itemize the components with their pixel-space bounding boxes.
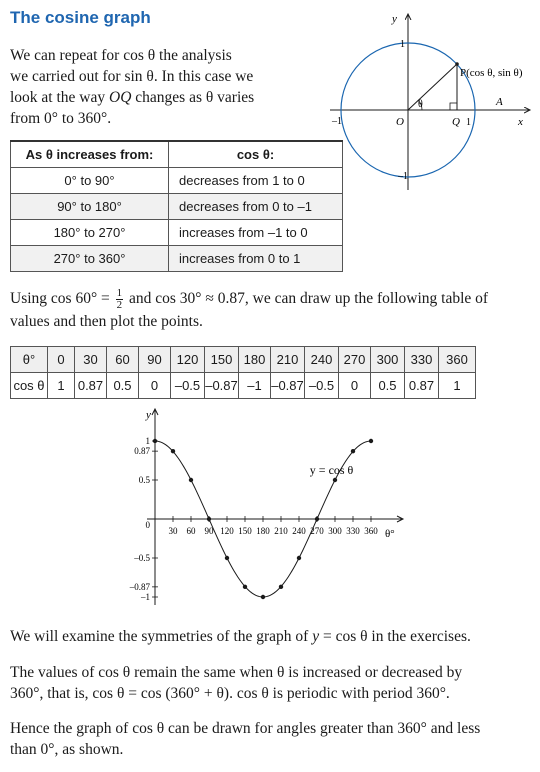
change-table-row [11, 168, 343, 194]
data-point [351, 449, 355, 453]
cos-change-table [10, 140, 343, 272]
values-angle-cell: 360 [439, 347, 476, 373]
values-cos-cell: 0.5 [371, 373, 405, 399]
values-cos-row [11, 373, 476, 399]
values-angle-cell: 210 [271, 347, 305, 373]
hence-paragraph: Hence the graph of cos θ can be drawn for angles greater than 360° and less than 0°, as shown. [10, 720, 481, 758]
circle-minus-one-left: –1 [332, 116, 342, 127]
intro-line-2: we carried out for sin θ. In this case we [10, 68, 254, 85]
values-angle-cell: 330 [405, 347, 439, 373]
circle-angle-label: θ [418, 99, 423, 110]
change-header-cos: cos θ: [169, 141, 343, 168]
change-table-row [11, 194, 343, 220]
data-point [153, 439, 157, 443]
values-cos-cell: –0.5 [305, 373, 339, 399]
values-angle-cell: 30 [75, 347, 107, 373]
section-heading: The cosine graph [10, 8, 151, 27]
data-point [297, 556, 301, 560]
graph-y-tick-label: –0.87 [129, 581, 150, 592]
values-angle-cell: 60 [107, 347, 139, 373]
change-table-header [11, 141, 343, 168]
values-angle-cell: 180 [239, 347, 271, 373]
values-cos-cell: 0 [339, 373, 371, 399]
circle-one-right: 1 [466, 117, 471, 128]
data-point [333, 478, 337, 482]
symmetry-paragraph: We will examine the symmetries of the graph of y = cos θ in the exercises. [10, 628, 471, 645]
graph-y-tick-label: 0.5 [138, 475, 150, 485]
data-point [261, 595, 265, 599]
graph-x-tick-label: 180 [256, 526, 270, 536]
cosine-graph [110, 405, 440, 610]
change-table-row [11, 246, 343, 272]
graph-y-tick-label: 1 [145, 436, 150, 446]
graph-y-tick-label: 0.87 [134, 446, 150, 457]
change-cell-cos: increases from 0 to 1 [169, 246, 343, 272]
values-angle-cell: 0 [48, 347, 75, 373]
values-cos-cell: 1 [439, 373, 476, 399]
values-angle-cell: 90 [139, 347, 171, 373]
graph-y-tick-label: –0.5 [134, 553, 150, 563]
change-cell-range: 0° to 90° [11, 168, 169, 194]
values-angle-cell: 120 [171, 347, 205, 373]
values-angle-row [11, 347, 476, 373]
graph-y-tick-label: 0 [145, 520, 150, 530]
data-point [207, 517, 211, 521]
values-cos-cell: 0.87 [75, 373, 107, 399]
data-point [369, 439, 373, 443]
values-cos-cell: 1 [48, 373, 75, 399]
change-header-range: As θ increases from: [11, 141, 169, 168]
y-variable: y [312, 628, 320, 645]
graph-x-tick-label: 150 [238, 526, 252, 536]
data-point [225, 556, 229, 560]
values-angle-cell: 150 [205, 347, 239, 373]
data-point [243, 585, 247, 589]
data-point [279, 585, 283, 589]
graph-x-tick-label: 60 [186, 526, 196, 536]
change-cell-cos: increases from –1 to 0 [169, 220, 343, 246]
fraction-one-half: $\frac{1}{2}$ [116, 287, 123, 311]
change-cell-cos: decreases from 1 to 0 [169, 168, 343, 194]
oq-term: OQ [109, 89, 132, 106]
values-cos-cell: –0.5 [171, 373, 205, 399]
intro-line-4: from 0° to 360°. [10, 110, 112, 127]
values-cos-cell: –0.87 [205, 373, 239, 399]
intro-line-3: look at the way OQ changes as θ varies [10, 89, 255, 106]
curve-label: y = cos θ [309, 462, 354, 477]
graph-x-tick-label: 240 [292, 526, 306, 536]
data-point [315, 517, 319, 521]
circle-a-label: A [496, 96, 503, 108]
right-angle-mark [450, 103, 457, 110]
point-p [455, 62, 459, 66]
data-point [171, 449, 175, 453]
change-cell-range: 180° to 270° [11, 220, 169, 246]
change-table-row [11, 220, 343, 246]
circle-origin: O [396, 116, 404, 128]
values-cos-header: cos θ [11, 373, 48, 399]
intro-paragraph [10, 45, 310, 129]
values-cos-cell: 0 [139, 373, 171, 399]
values-cos-cell: –0.87 [271, 373, 305, 399]
values-cos-cell: 0.5 [107, 373, 139, 399]
values-cos-cell: 0.87 [405, 373, 439, 399]
data-point [189, 478, 193, 482]
graph-y-label: y [146, 409, 151, 421]
graph-x-tick-label: 270 [310, 526, 324, 536]
graph-x-tick-label: 30 [168, 526, 178, 536]
values-cos-cell: –1 [239, 373, 271, 399]
graph-x-label: θ° [385, 528, 395, 540]
change-cell-cos: decreases from 0 to –1 [169, 194, 343, 220]
values-table [10, 346, 476, 399]
change-cell-range: 270° to 360° [11, 246, 169, 272]
periodic-paragraph: The values of cos θ remain the same when θ is increased or decreased by 360°, that is, cos θ = cos (360° + θ). cos θ is periodic with period 360°. [10, 664, 463, 702]
values-angle-cell: 300 [371, 347, 405, 373]
circle-x-label: x [518, 116, 523, 128]
using-paragraph: Using cos 60° = $\frac{1}{2}$ and cos 30° ≈ 0.87, we can draw up the following table of values and then plot the points. [10, 287, 489, 330]
graph-x-tick-label: 300 [328, 526, 342, 536]
unit-circle-figure [330, 8, 535, 193]
values-angle-cell: 270 [339, 347, 371, 373]
circle-one-top: 1 [400, 39, 405, 50]
graph-x-tick-label: 210 [274, 526, 288, 536]
values-angle-cell: 240 [305, 347, 339, 373]
change-cell-range: 90° to 180° [11, 194, 169, 220]
circle-q-label: Q [452, 116, 460, 128]
graph-x-tick-label: 330 [346, 526, 360, 536]
graph-x-tick-label: 120 [220, 526, 234, 536]
intro-line-1: We can repeat for cos θ the analysis [10, 47, 232, 64]
values-theta-header: θ° [11, 347, 48, 373]
graph-x-tick-label: 90 [204, 526, 214, 536]
circle-point-label: P(cos θ, sin θ) [460, 67, 523, 79]
circle-y-label: y [392, 13, 397, 25]
graph-y-tick-label: –1 [141, 592, 150, 602]
circle-minus-one-bottom: –1 [398, 171, 408, 182]
graph-x-tick-label: 360 [364, 526, 378, 536]
